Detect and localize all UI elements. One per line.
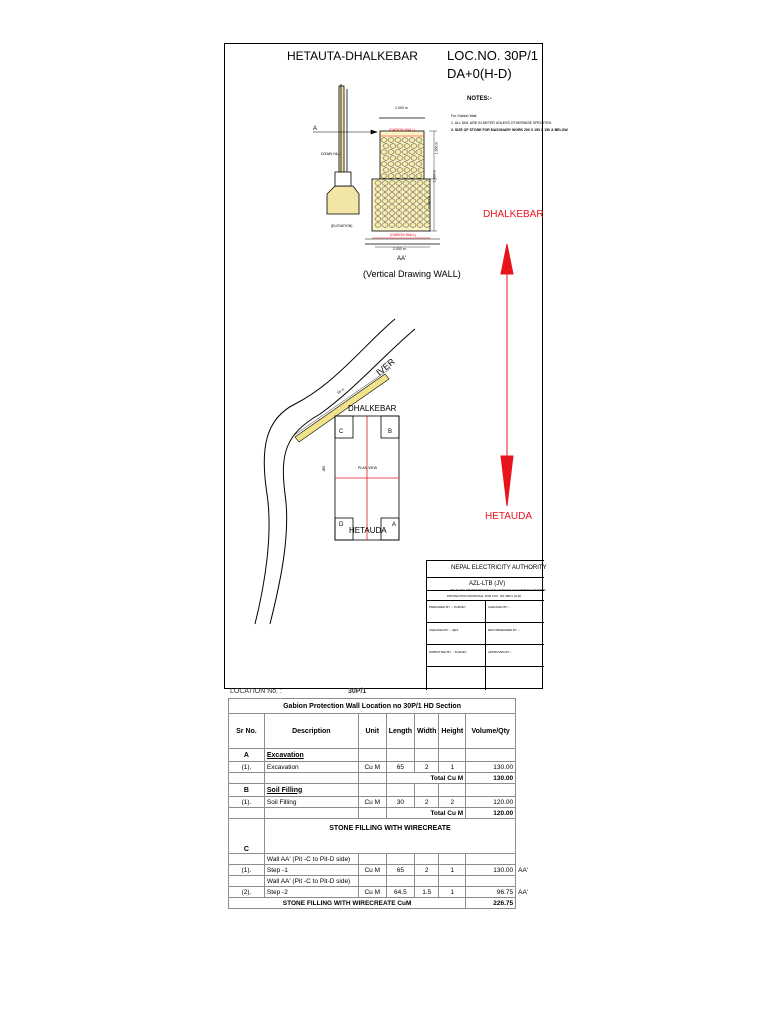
pit-c-label: C <box>339 429 344 435</box>
stone <box>382 181 388 186</box>
stone <box>395 138 401 143</box>
table-row: (2). Step -2 Cu M 64.5 1.5 1 96.75 AA' <box>229 887 544 898</box>
pit-d-label: D <box>339 522 344 528</box>
elevation-label: (ELEVATION) <box>331 224 353 228</box>
stone <box>417 187 423 192</box>
stone <box>389 217 395 222</box>
stone <box>375 223 381 228</box>
stone <box>382 217 388 222</box>
stone <box>396 217 402 222</box>
tb-organization: NEPAL ELECTRICITY AUTHORITY <box>451 565 547 571</box>
stone <box>390 168 396 173</box>
stone <box>375 181 381 186</box>
total-row: Total Cu M 130.00 <box>229 773 544 784</box>
quantity-table-block <box>228 688 544 964</box>
gabion-label-bottom: (GABION WALL) <box>390 233 417 237</box>
stone <box>424 187 430 192</box>
stone <box>396 193 402 198</box>
stone <box>418 168 424 173</box>
stone <box>424 217 430 222</box>
location-value: 30P/1 <box>348 688 367 695</box>
downhill-label: DOWN HILL <box>321 152 341 156</box>
stone <box>417 181 423 186</box>
table-header-row <box>229 714 544 749</box>
stone <box>389 199 395 204</box>
stone <box>388 150 394 155</box>
section-name: AA' <box>397 256 407 262</box>
table-row-sub: Wall AA' (Pit -C to Pit-D side) <box>229 876 544 887</box>
stone <box>403 211 409 216</box>
stone <box>395 150 401 155</box>
stone <box>418 144 424 149</box>
stone <box>403 199 409 204</box>
stone <box>383 168 389 173</box>
stone <box>396 223 402 228</box>
tb-contractor: AZL-LTB (JV) <box>469 581 506 587</box>
stone <box>417 205 423 210</box>
stone <box>410 199 416 204</box>
location-number: LOC.NO. 30P/1 <box>447 48 539 63</box>
stone <box>375 205 381 210</box>
stone <box>402 162 408 167</box>
note-1: 1. ALL DIM. ARE IN METER UNLESS OTHERWISE SPECIFIED <box>451 121 552 125</box>
stone <box>383 144 389 149</box>
stone <box>382 223 388 228</box>
stone <box>411 168 417 173</box>
table-title: Gabion Protection Wall Location no 30P/1 HD Section <box>229 699 516 714</box>
header-sr: Sr No. <box>229 714 265 749</box>
stone <box>375 187 381 192</box>
river-label: IVER <box>374 356 397 378</box>
notes-label: NOTES:- <box>467 96 492 102</box>
section-row: C STONE FILLING WITH WIRECREATE <box>229 819 544 854</box>
stone <box>388 138 394 143</box>
stone <box>382 205 388 210</box>
total-row: Total Cu M 120.00 <box>229 808 544 819</box>
stone <box>397 144 403 149</box>
stone <box>395 174 401 179</box>
stone <box>389 187 395 192</box>
stone <box>382 199 388 204</box>
gabion-label-top: (GABION WALL) <box>389 128 416 132</box>
pit-b-label: B <box>388 429 393 435</box>
stone <box>396 181 402 186</box>
stone <box>381 162 387 167</box>
stone <box>397 156 403 161</box>
stone <box>402 150 408 155</box>
stone <box>381 150 387 155</box>
plan-side-label: BB' <box>321 466 326 472</box>
dim-h2: 1.000 m <box>432 169 437 183</box>
drawing-sheet <box>224 43 568 689</box>
tower-elevation <box>327 84 359 214</box>
tb-sheet: PROTECTION PROPOSAL FOR LOC. NO 30P/1 (H-D) <box>447 594 522 598</box>
stone <box>411 144 417 149</box>
direction-north-label: DHALKEBAR <box>483 209 544 220</box>
stone <box>375 217 381 222</box>
stone <box>410 217 416 222</box>
stone <box>417 211 423 216</box>
total-row: STONE FILLING WITH WIRECREATE CuM 226.75 <box>229 898 544 909</box>
direction-south-label: HETAUDA <box>485 511 533 522</box>
row-tag: AA' <box>518 866 529 874</box>
table-row-sub: Wall AA' (Pit -C to Pit-D side) <box>229 854 544 865</box>
stone <box>409 174 415 179</box>
stone <box>382 211 388 216</box>
tb-project: 400 kV D/C TRANSMISSION LINE HETAUDA-DHALKEBAR-INARUWA <box>450 588 546 592</box>
stone <box>388 162 394 167</box>
stone <box>424 181 430 186</box>
title-block <box>426 560 547 690</box>
section-row: B Soil Filling <box>229 784 544 797</box>
stone <box>381 138 387 143</box>
note-2: 2. SIZE OF STONE FOR MASONARY WORK 200 X 150 X 150 & BELOW <box>451 128 568 132</box>
stone <box>403 223 409 228</box>
tb-approved: APPROVED BY :- <box>488 650 513 654</box>
section-mark: A <box>313 126 318 132</box>
stone <box>389 181 395 186</box>
stone <box>396 187 402 192</box>
section-row: A Excavation <box>229 749 544 762</box>
header-description: Description <box>264 714 358 749</box>
drawing-title: HETAUTA-DHALKEBAR <box>287 49 418 63</box>
stone <box>389 223 395 228</box>
stone <box>410 211 416 216</box>
plan-bottom-label: HETAUDA <box>349 526 387 535</box>
stone <box>410 205 416 210</box>
stone <box>389 205 395 210</box>
row-tag: AA' <box>518 888 529 896</box>
plan-top-label: DHALKEBAR <box>348 404 397 413</box>
stone <box>402 138 408 143</box>
quantity-table <box>228 698 544 909</box>
header-length: Length <box>386 714 414 749</box>
stone <box>417 199 423 204</box>
stone <box>383 156 389 161</box>
stone <box>416 150 422 155</box>
stone <box>396 211 402 216</box>
tb-recommended: RECOMMENDED BY :- <box>488 628 520 632</box>
table-row: (1). Excavation Cu M 65 2 1 130.00 <box>229 762 544 773</box>
stone <box>417 193 423 198</box>
stone <box>416 138 422 143</box>
tb-checked: CHECKED BY :- <box>488 605 511 609</box>
table-row: (1). Soil Filling Cu M 30 2 2 120.00 <box>229 797 544 808</box>
stone <box>403 193 409 198</box>
stone <box>404 144 410 149</box>
stone <box>395 162 401 167</box>
stone <box>396 199 402 204</box>
tb-prepared: PREPARED BY :- SURVEY <box>429 605 466 609</box>
stone <box>404 156 410 161</box>
stone <box>388 174 394 179</box>
header-width: Width <box>415 714 439 749</box>
stone <box>403 181 409 186</box>
header-height: Height <box>439 714 466 749</box>
stone <box>410 223 416 228</box>
tb-submitted: SUBMITTED BY :- SURVEY <box>429 650 467 654</box>
stone <box>382 187 388 192</box>
dim-h3: 2.000 m <box>427 195 432 209</box>
stone <box>381 174 387 179</box>
note-heading: For Gabion Wall: <box>451 114 478 118</box>
stone <box>403 217 409 222</box>
stone <box>382 193 388 198</box>
stone <box>403 187 409 192</box>
stone <box>410 193 416 198</box>
stone <box>403 205 409 210</box>
dim-bottom: 2.000 m <box>393 247 406 251</box>
stone <box>417 223 423 228</box>
stone <box>375 199 381 204</box>
stone <box>397 168 403 173</box>
location-label: LOCATION No. : <box>230 688 282 695</box>
stone <box>390 156 396 161</box>
plan-view-label: PLAN VIEW <box>358 466 378 470</box>
drawing-caption: (Vertical Drawing WALL) <box>363 269 461 279</box>
wall-length-label: 65 m <box>336 387 346 395</box>
location-code: DA+0(H-D) <box>447 66 512 81</box>
direction-arrow <box>501 244 513 506</box>
table-row: (1). Step -1 Cu M 65 2 1 130.00 AA' <box>229 865 544 876</box>
stone <box>375 211 381 216</box>
stone <box>396 205 402 210</box>
stone <box>411 156 417 161</box>
stone <box>389 193 395 198</box>
stone <box>424 211 430 216</box>
stone <box>375 193 381 198</box>
header-volume: Volume/Qty <box>466 714 516 749</box>
stone <box>424 223 430 228</box>
tb-checked-qes: CHECKED BY :- QES <box>429 628 459 632</box>
header-unit: Unit <box>358 714 386 749</box>
stone <box>389 211 395 216</box>
stone <box>409 138 415 143</box>
stone <box>416 162 422 167</box>
stone <box>410 187 416 192</box>
pit-a-label: A <box>392 522 397 528</box>
section-line <box>313 130 377 134</box>
stone <box>410 181 416 186</box>
stone <box>390 144 396 149</box>
stone <box>409 162 415 167</box>
dim-top: 1.000 m <box>395 106 408 110</box>
stone <box>417 217 423 222</box>
stone <box>416 174 422 179</box>
stone <box>404 168 410 173</box>
dim-h1: 1.000 m <box>434 141 439 155</box>
stone <box>418 156 424 161</box>
stone <box>409 150 415 155</box>
stone <box>402 174 408 179</box>
